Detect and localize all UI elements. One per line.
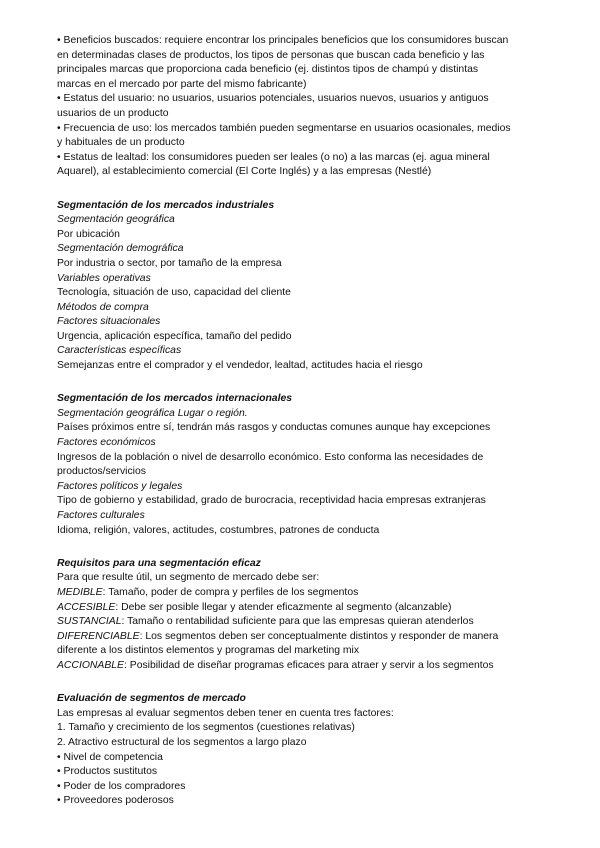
list-item [57,151,547,180]
requirement-text: : Tamaño o rentabilidad suficiente para que las empresas quieran atenderlos [121,616,474,628]
requirement-term: SUSTANCIAL [57,616,122,628]
list-item: • Productos sustitutos [57,766,158,778]
spacer [57,180,547,195]
requirement-item [57,615,547,630]
document-page [57,34,547,809]
text-line: Semejanzas entre el comprador y el vendedor, lealtad, actitudes hacia el riesgo [57,360,423,372]
list-item [57,122,547,151]
text-line: Países próximos entre sí, tendrán más rasgos y conductas comunes aunque hay excepciones [57,422,491,434]
subheading: Segmentación geográfica Lugar o región. [57,407,248,419]
text-line: • Beneficios buscados: requiere encontrar los principales beneficios que los consumidores buscan [57,35,509,46]
text-line: productos/servicios [57,466,146,478]
list-item [57,34,547,92]
text-line: Ingresos de la población o nivel de desarrollo económico. Esto conforma las necesidades de [57,451,484,463]
text-line: • Frecuencia de uso: los mercados también pueden segmentarse en usuarios ocasionales, medios [57,122,511,134]
text-line: marcas en el mercado por parte del mismo fabricante) [57,78,307,90]
spacer [57,538,547,553]
subheading: Factores económicos [57,437,156,449]
section-requirements [57,557,547,674]
section-title: Evaluación de segmentos de mercado [57,693,246,705]
text-line: Tipo de gobierno y estabilidad, grado de burocracia, receptividad hacia empresas extranjeras [57,495,486,507]
requirement-term: MEDIBLE [57,586,103,598]
text-line: usuarios de un producto [57,107,169,119]
requirement-text: : Debe ser posible llegar y atender eficazmente al segmento (alcanzable) [115,601,452,613]
text-line: Por industria o sector, por tamaño de la empresa [57,257,282,269]
section-title: Requisitos para una segmentación eficaz [57,557,261,569]
list-item: • Proveedores poderosos [57,795,174,807]
subheading: Variables operativas [57,272,151,284]
text-line: y habituales de un producto [57,137,185,149]
section-international [57,392,547,538]
text-line: Para que resulte útil, un segmento de mercado debe ser: [57,572,320,584]
spacer [57,674,547,689]
text-line: principales marcas que proporciona cada beneficio (ej. distintos tipos de champú y distintas [57,64,479,76]
text-line: 1. Tamaño y crecimiento de los segmentos (cuestiones relativas) [57,722,355,734]
requirement-text: : Los segmentos deben ser conceptualmente distintos y responder de manera [139,630,499,642]
requirement-item [57,630,547,645]
requirement-text: : Posibilidad de diseñar programas eficaces para atraer y servir a los segmentos [123,659,494,671]
subheading: Factores situacionales [57,316,161,328]
list-item [57,92,547,121]
text-line: Urgencia, aplicación específica, tamaño del pedido [57,330,292,342]
text-line: • Estatus de lealtad: los consumidores pueden ser leales (o no) a las marcas (ej. agua mineral [57,151,490,163]
text-line: Aquarel), al establecimiento comercial (El Corte Inglés) y a las empresas (Nestlé) [57,166,432,178]
text-line: Por ubicación [57,228,120,240]
section-title: Segmentación de los mercados industriales [57,199,275,211]
requirement-term: DIFERENCIABLE [57,630,140,642]
section-evaluation [57,692,547,809]
section-industrial [57,199,547,374]
list-item: • Nivel de competencia [57,751,163,763]
list-item: • Poder de los compradores [57,780,186,792]
requirement-term: ACCESIBLE [57,601,116,613]
subheading: Segmentación demográfica [57,243,184,255]
subheading: Factores políticos y legales [57,480,183,492]
text-line: diferente a los distintos elementos y programas del marketing mix [57,645,360,657]
requirement-item [57,659,547,674]
requirement-text: : Tamaño, poder de compra y perfiles de los segmentos [102,586,359,598]
intro-bullet-list [57,34,547,180]
requirement-item [57,586,547,601]
text-line: en determinadas clases de productos, los tipos de personas que buscan cada beneficio y las [57,49,485,61]
spacer [57,374,547,389]
subheading: Segmentación geográfica [57,214,175,226]
text-line: • Estatus del usuario: no usuarios, usuarios potenciales, usuarios nuevos, usuarios y antiguos [57,93,489,105]
text-line: Tecnología, situación de uso, capacidad del cliente [57,287,291,299]
text-line: Idioma, religión, valores, actitudes, costumbres, patrones de conducta [57,524,380,536]
requirement-term: ACCIONABLE [57,659,124,671]
section-title: Segmentación de los mercados internacionales [57,393,293,405]
text-line: Las empresas al evaluar segmentos deben tener en cuenta tres factores: [57,707,394,719]
requirement-item [57,601,547,616]
subheading: Métodos de compra [57,301,149,313]
text-line: 2. Atractivo estructural de los segmentos a largo plazo [57,736,307,748]
subheading: Factores culturales [57,510,145,521]
subheading: Características específicas [57,345,182,357]
